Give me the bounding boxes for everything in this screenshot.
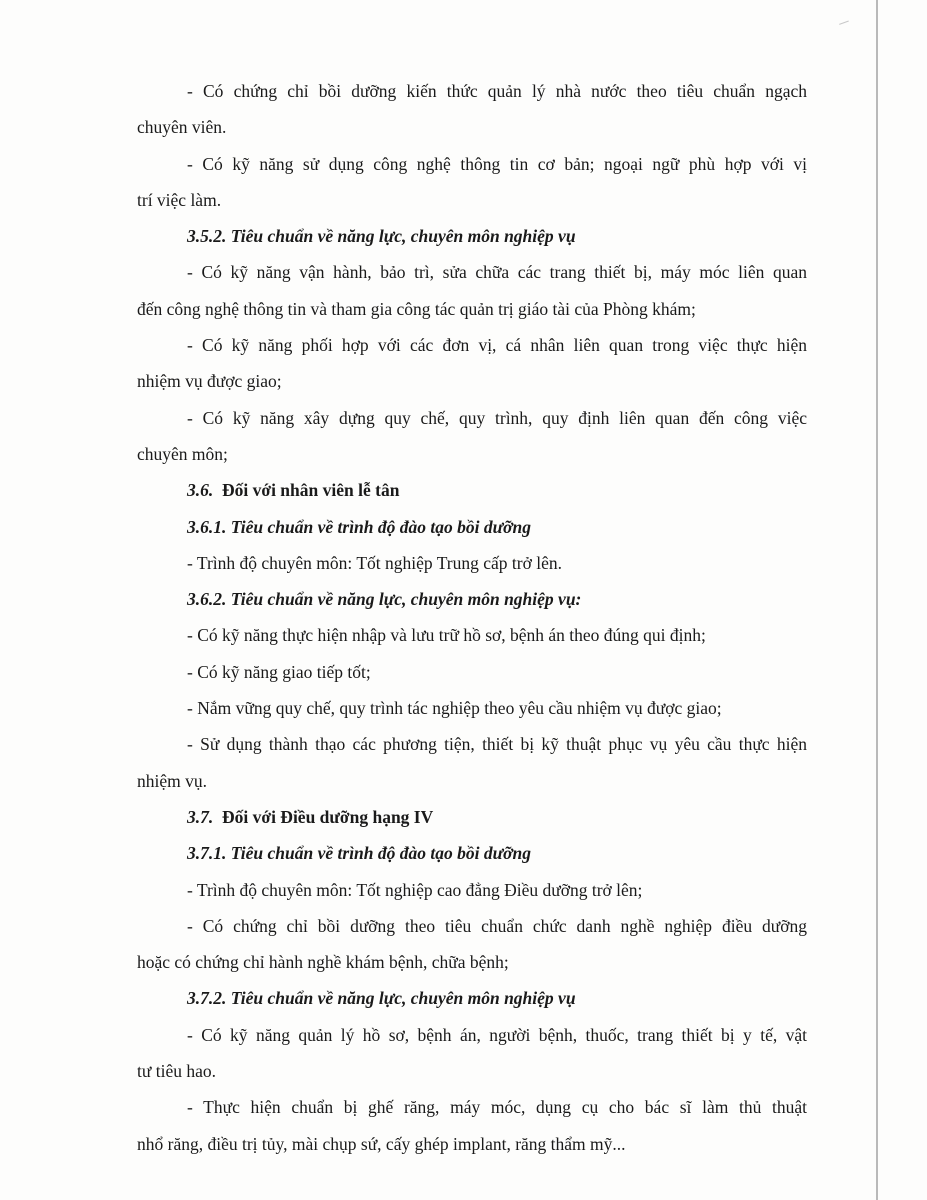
paragraph-continuation: trí việc làm. [137, 189, 222, 210]
paragraph-line: - Sử dụng thành thạo các phương tiện, thiết bị kỹ thuật phục vụ yêu cầu thực hiện [187, 734, 807, 755]
section-title: Tiêu chuẩn về năng lực, chuyên môn nghiệp vụ [230, 226, 576, 247]
paragraph-line: - Có kỹ năng phối hợp với các đơn vị, cá nhân liên quan trong việc thực hiện [187, 335, 807, 356]
paragraph-line: - Thực hiện chuẩn bị ghế răng, máy móc, dụng cụ cho bác sĩ làm thủ thuật [187, 1097, 807, 1118]
section-heading [137, 509, 807, 545]
paragraph-line: - Có chứng chỉ bồi dưỡng kiến thức quản lý nhà nước theo tiêu chuẩn ngạch [187, 81, 807, 101]
section-number: 3.6.1. [187, 516, 227, 537]
section-title: Tiêu chuẩn về năng lực, chuyên môn nghiệp vụ: [230, 589, 582, 610]
section-heading [137, 835, 807, 871]
paragraph-line: - Có kỹ năng thực hiện nhập và lưu trữ hồ sơ, bệnh án theo đúng qui định; [187, 625, 706, 646]
paragraph-continuation: nhiệm vụ được giao; [137, 371, 282, 392]
section-heading [137, 472, 807, 508]
section-heading [137, 799, 807, 835]
paragraph-line: - Trình độ chuyên môn: Tốt nghiệp cao đẳng Điều dưỡng trở lên; [187, 879, 643, 900]
section-number: 3.5.2. [187, 226, 227, 247]
section-title: Tiêu chuẩn về trình độ đào tạo bồi dưỡng [230, 516, 531, 537]
document-body [137, 73, 807, 1162]
paragraph-continuation: chuyên môn; [137, 443, 228, 464]
paragraph-continuation: hoặc có chứng chỉ hành nghề khám bệnh, chữa bệnh; [137, 952, 509, 973]
section-heading [137, 218, 807, 254]
paragraph-line: - Nắm vững quy chế, quy trình tác nghiệp theo yêu cầu nhiệm vụ được giao; [187, 698, 722, 719]
paragraph-continuation: đến công nghệ thông tin và tham gia công tác quản trị giáo tài của Phòng khám; [137, 298, 696, 319]
section-title: Tiêu chuẩn về năng lực, chuyên môn nghiệp vụ [230, 988, 576, 1009]
paragraph-continuation: nhiệm vụ. [137, 770, 207, 791]
paragraph-line: - Có kỹ năng xây dựng quy chế, quy trình, quy định liên quan đến công việc [187, 407, 807, 428]
section-number: 3.7.1. [187, 843, 227, 864]
scan-artifact [839, 21, 851, 31]
section-number: 3.6. [187, 480, 214, 501]
section-title: Đối với Điều dưỡng hạng IV [222, 806, 434, 827]
section-title: Tiêu chuẩn về trình độ đào tạo bồi dưỡng [230, 843, 531, 864]
paragraph-continuation: nhổ răng, điều trị tủy, mài chụp sứ, cấy ghép implant, răng thẩm mỹ... [137, 1133, 626, 1154]
paragraph-continuation: tư tiêu hao. [137, 1061, 216, 1082]
paragraph-continuation: chuyên viên. [137, 117, 227, 138]
section-title: Đối với nhân viên lễ tân [222, 480, 400, 501]
section-number: 3.7. [187, 806, 214, 827]
paragraph-line: - Có kỹ năng quản lý hồ sơ, bệnh án, người bệnh, thuốc, trang thiết bị y tế, vật [187, 1024, 807, 1045]
page-edge-shadow [876, 0, 878, 1200]
paragraph-line: - Trình độ chuyên môn: Tốt nghiệp Trung cấp trở lên. [187, 552, 562, 573]
section-number: 3.6.2. [187, 589, 227, 610]
section-heading [137, 581, 807, 617]
paragraph-line: - Có kỹ năng vận hành, bảo trì, sửa chữa các trang thiết bị, máy móc liên quan [187, 262, 807, 283]
paragraph-line: - Có kỹ năng sử dụng công nghệ thông tin cơ bản; ngoại ngữ phù hợp với vị [187, 153, 807, 174]
paragraph-line: - Có kỹ năng giao tiếp tốt; [187, 661, 371, 682]
section-heading [137, 980, 807, 1016]
section-number: 3.7.2. [187, 988, 227, 1009]
paragraph-line: - Có chứng chỉ bồi dưỡng theo tiêu chuẩn chức danh nghề nghiệp điều dưỡng [187, 915, 807, 936]
